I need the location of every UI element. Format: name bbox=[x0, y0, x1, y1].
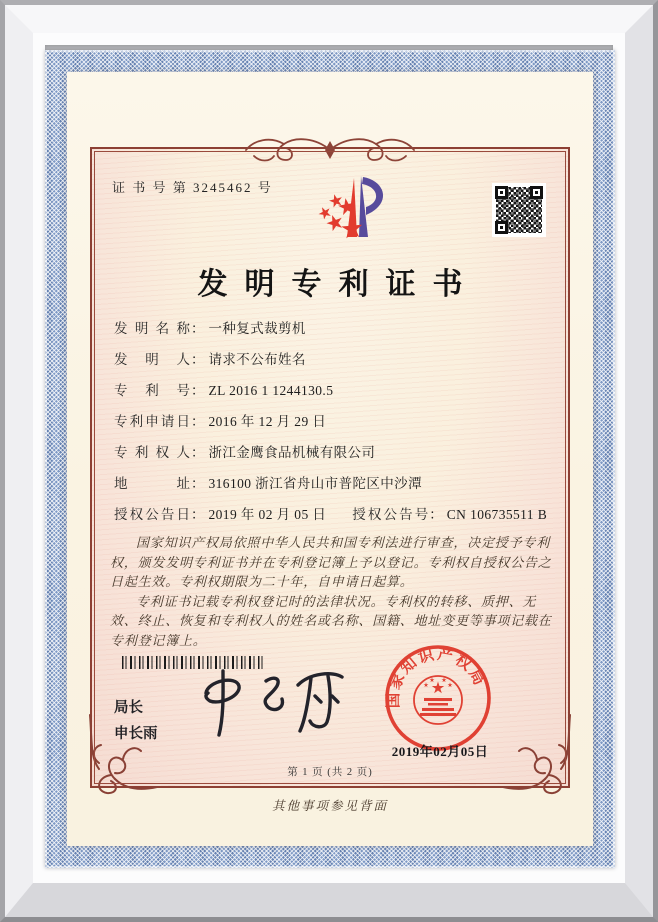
field-value: 浙江金鹰食品机械有限公司 bbox=[208, 445, 376, 460]
field-patentee: 专利权人 ： 浙江金鹰食品机械有限公司 bbox=[114, 441, 554, 472]
field-value: 2016 年 12 月 29 日 bbox=[208, 414, 327, 429]
top-flourish-ornament bbox=[242, 133, 418, 167]
national-emblem bbox=[414, 676, 462, 724]
certificate-inner-frame bbox=[90, 147, 570, 788]
legal-paragraph: 国家知识产权局依照中华人民共和国专利法进行审查，决定授予专利权，颁发发明专利证书并在专利登记簿上予以登记。专利权自授权公告之日起生效。专利权期限为二十年，自申请日起算。 bbox=[110, 535, 552, 589]
patent-fields bbox=[114, 317, 554, 534]
footer-note: 其他事项参见背面 bbox=[271, 799, 388, 813]
qr-finder-bottom-left bbox=[495, 221, 508, 234]
director-title: 局长 bbox=[114, 700, 143, 716]
seal-ring-text: 国家知识产权局 bbox=[384, 645, 489, 709]
certificate-paper bbox=[67, 72, 593, 846]
official-seal bbox=[382, 642, 494, 754]
field-label: 授权公告号 bbox=[352, 507, 429, 522]
seal-date: 2019年02月05日 bbox=[391, 744, 489, 759]
field-value: 一种复式裁剪机 bbox=[208, 321, 306, 336]
director-name: 申长雨 bbox=[114, 726, 158, 742]
corner-flourish-right bbox=[501, 713, 573, 795]
field-value: 请求不公布姓名 bbox=[208, 352, 306, 367]
field-grant-publication-number: 授权公告号 ： CN 106735511 B bbox=[352, 503, 547, 523]
page-number: 第 1 页 (共 2 页) bbox=[287, 767, 373, 778]
legal-paragraph: 专利证书记载专利权登记时的法律状况。专利权的转移、质押、无效、终止、恢复和专利权人的姓名或名称、国籍、地址变更等事项记载在专利登记簿上。 bbox=[110, 593, 552, 648]
director-signature bbox=[192, 665, 352, 745]
director-block bbox=[114, 695, 158, 747]
field-value: CN 106735511 B bbox=[446, 507, 548, 522]
field-value: 316100 浙江省舟山市普陀区中沙潭 bbox=[208, 476, 422, 491]
certificate-number: 证 书 号 第 3245462 号 bbox=[112, 180, 273, 195]
certificate-title: 发明专利证书 bbox=[197, 268, 480, 301]
field-label: 专利申请日 bbox=[114, 414, 190, 429]
field-grant-row bbox=[114, 503, 554, 534]
legal-text bbox=[110, 533, 552, 650]
field-label: 地址 bbox=[114, 476, 190, 491]
field-patent-number: 专利号 ： ZL 2016 1 1244130.5 bbox=[114, 379, 554, 410]
field-label: 发明人 bbox=[114, 352, 190, 367]
cnipa-logo-icon bbox=[297, 171, 392, 256]
field-invention-name: 发明名称 ： 一种复式裁剪机 bbox=[114, 317, 554, 348]
field-label: 发明名称 bbox=[114, 321, 190, 336]
guilloche-border bbox=[45, 50, 615, 868]
qr-finder-top-right bbox=[530, 186, 543, 199]
qr-code bbox=[492, 183, 546, 237]
field-value: ZL 2016 1 1244130.5 bbox=[208, 383, 334, 398]
field-label: 授权公告日 bbox=[114, 507, 190, 522]
field-address: 地址 ： 316100 浙江省舟山市普陀区中沙潭 bbox=[114, 472, 554, 503]
qr-finder-top-left bbox=[495, 186, 508, 199]
field-label: 专利权人 bbox=[114, 445, 190, 460]
field-grant-date: 授权公告日 ： 2019 年 02 月 05 日 bbox=[114, 503, 326, 523]
field-application-date: 专利申请日 ： 2016 年 12 月 29 日 bbox=[114, 410, 554, 441]
field-label: 专利号 bbox=[114, 383, 190, 398]
field-inventor: 发明人 ： 请求不公布姓名 bbox=[114, 348, 554, 379]
field-value: 2019 年 02 月 05 日 bbox=[208, 507, 327, 522]
